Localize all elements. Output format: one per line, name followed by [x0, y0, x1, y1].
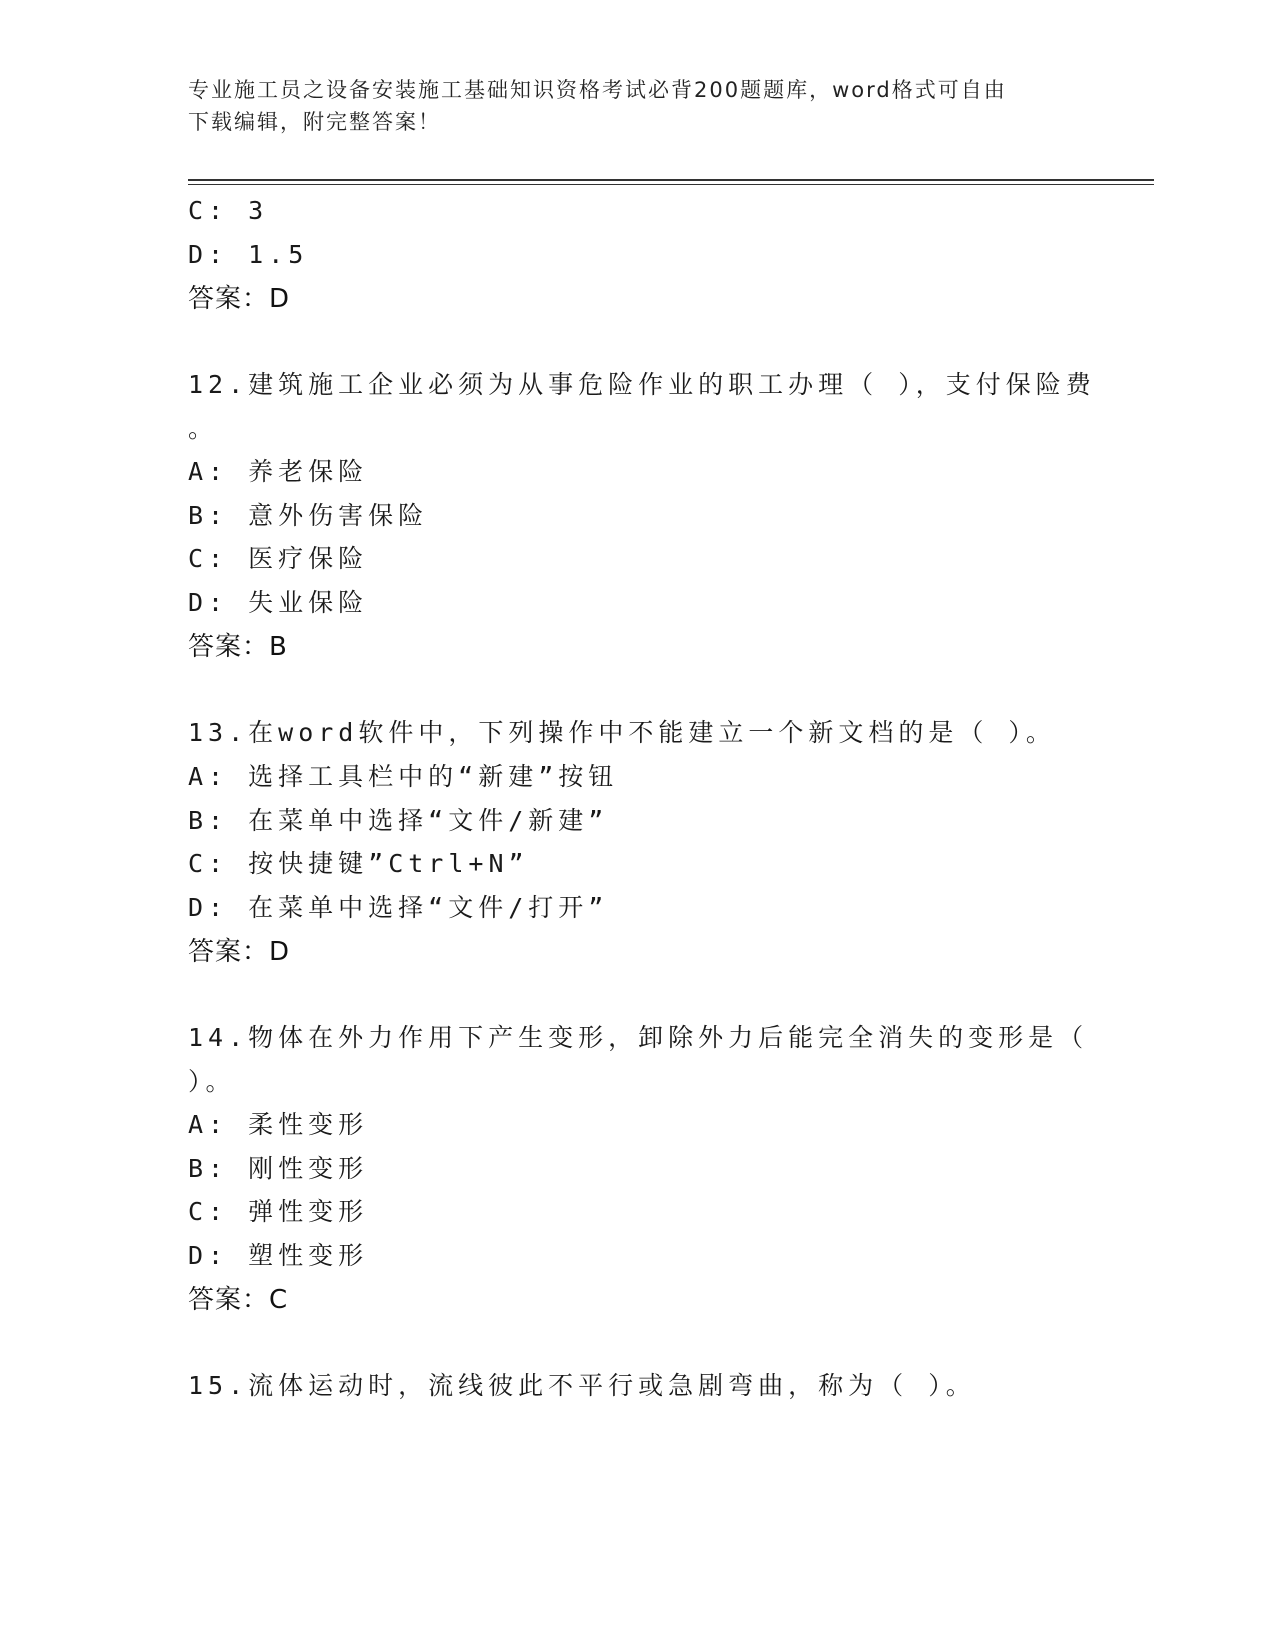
q13-stem: 13.在word软件中，下列操作中不能建立一个新文档的是（ ）。	[188, 718, 1056, 747]
q12-option-c: C: 医疗保险	[188, 544, 369, 573]
q13-option-b: B: 在菜单中选择“文件/新建”	[188, 806, 609, 835]
q13-option-d: D: 在菜单中选择“文件/打开”	[188, 893, 609, 922]
q12-option-d: D: 失业保险	[188, 588, 369, 617]
q11-answer: 答案：D	[188, 284, 291, 314]
q14-answer: 答案：C	[188, 1285, 289, 1315]
header-rule-thick	[188, 179, 1154, 181]
q14-option-a: A: 柔性变形	[188, 1110, 369, 1139]
q13-option-c: C: 按快捷键”Ctrl+N”	[188, 849, 529, 878]
q14-stem-line1: 14.物体在外力作用下产生变形，卸除外力后能完全消失的变形是（	[188, 1023, 1089, 1052]
q11-option-d: D: 1.5	[188, 240, 309, 269]
q13-answer: 答案：D	[188, 937, 291, 967]
q14-stem-line2: ）。	[188, 1067, 236, 1096]
q12-answer: 答案：B	[188, 632, 288, 662]
q14-option-d: D: 塑性变形	[188, 1241, 369, 1270]
q12-option-a: A: 养老保险	[188, 457, 369, 486]
q12-option-b: B: 意外伤害保险	[188, 501, 429, 530]
document-header: 专业施工员之设备安装施工基础知识资格考试必背200题题库，word格式可自由 下载编辑，附完整答案！	[188, 78, 1007, 134]
q14-option-c: C: 弹性变形	[188, 1197, 369, 1226]
q11-option-c: C: 3	[188, 196, 269, 225]
header-rule-thin	[188, 184, 1154, 185]
q13-option-a: A: 选择工具栏中的“新建”按钮	[188, 762, 619, 791]
q14-option-b: B: 刚性变形	[188, 1154, 369, 1183]
q12-stem-line1: 12.建筑施工企业必须为从事危险作业的职工办理（ ），支付保险费	[188, 370, 1096, 399]
q15-stem: 15.流体运动时，流线彼此不平行或急剧弯曲，称为（ ）。	[188, 1371, 976, 1400]
q12-stem-line2: 。	[188, 414, 219, 443]
